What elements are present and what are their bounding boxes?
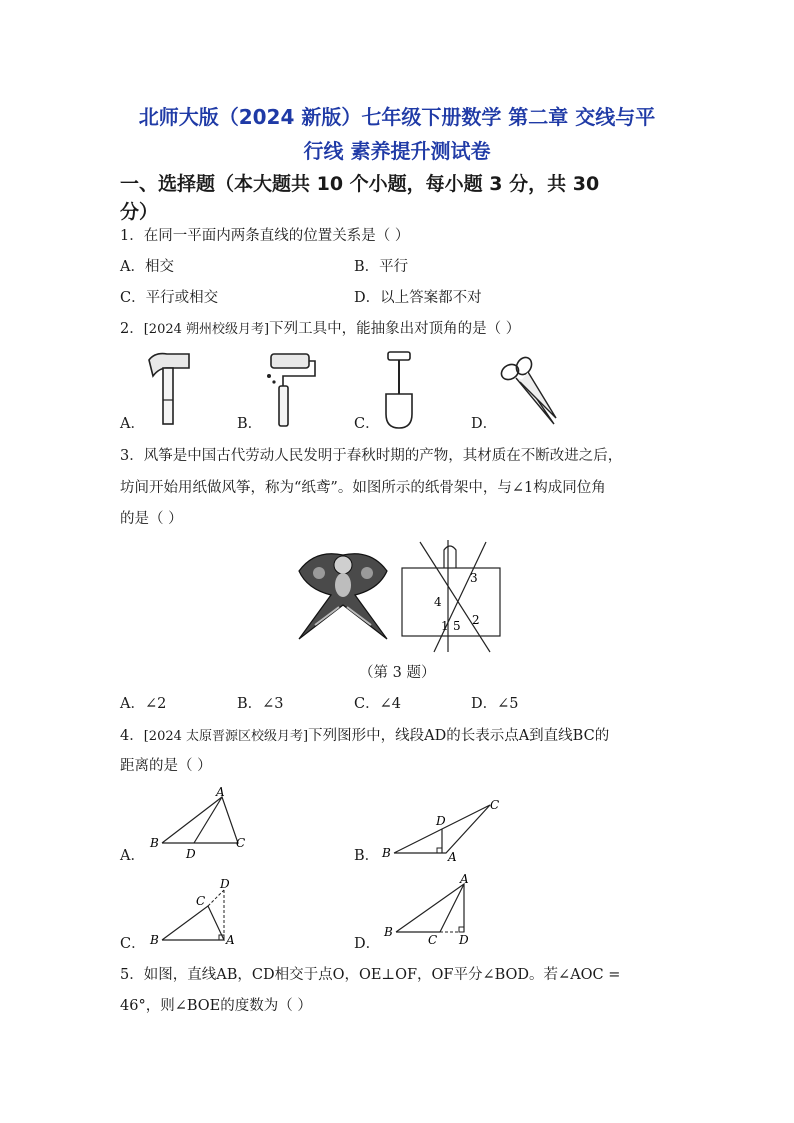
point-b-label: B bbox=[382, 846, 391, 860]
q2-option-d: D． bbox=[471, 416, 498, 432]
title-line-1: 北师大版（2024 新版）七年级下册数学 第二章 交线与平 bbox=[138, 105, 656, 129]
scissors-icon bbox=[498, 358, 560, 428]
q4-figure-b bbox=[380, 795, 510, 865]
page-title bbox=[110, 100, 684, 168]
paint-roller-icon bbox=[263, 352, 319, 430]
section-heading-line-1: 一、选择题（本大题共 10 个小题，每小题 3 分，共 30 bbox=[120, 173, 600, 195]
angle-label-4: 4 bbox=[434, 595, 442, 609]
angle-label-3: 3 bbox=[470, 571, 478, 585]
q3-option-d: D．∠5 bbox=[471, 696, 519, 712]
q3-line-3: 的是（ ） bbox=[120, 511, 183, 527]
q1-stem: 1．在同一平面内两条直线的位置关系是（ ） bbox=[120, 228, 410, 244]
point-a-label: A bbox=[216, 785, 225, 799]
q4-stem-text: 下列图形中，线段AD的长表示点A到直线BC的 bbox=[308, 728, 610, 744]
q3-option-c: C．∠4 bbox=[354, 696, 401, 712]
q1-option-a: A．相交 bbox=[120, 259, 174, 275]
q3-option-a: A．∠2 bbox=[120, 696, 167, 712]
point-d-label: D bbox=[436, 814, 446, 828]
point-c-label: C bbox=[236, 836, 246, 850]
point-d-label: D bbox=[220, 877, 230, 891]
q3-line-2: 坊间开始用纸做风筝，称为“纸鸢”。如图所示的纸骨架中，与∠1构成同位角 bbox=[120, 480, 606, 496]
q4-stem bbox=[120, 726, 609, 747]
point-b-label: B bbox=[384, 925, 393, 939]
kite-image bbox=[295, 545, 390, 641]
angle-label-2: 2 bbox=[472, 613, 480, 627]
q2-option-b: B． bbox=[237, 416, 263, 432]
q4-figure-d bbox=[380, 874, 490, 949]
q1-option-b: B．平行 bbox=[354, 259, 409, 275]
q5-line-1: 5．如图，直线AB，CD相交于点O，OE⊥OF，OF平分∠BOD。若∠AOC = bbox=[120, 967, 621, 983]
q2-source-tag: [2024 朔州校级月考] bbox=[143, 322, 270, 337]
q4-source-tag: [2024 太原晋源区校级月考] bbox=[143, 729, 309, 744]
point-c-label: C bbox=[428, 933, 438, 947]
q4-number: 4． bbox=[120, 728, 144, 744]
angle-label-5: 5 bbox=[453, 619, 461, 633]
point-c-label: C bbox=[490, 798, 500, 812]
q4-line-2: 距离的是（ ） bbox=[120, 758, 212, 774]
point-a-label: A bbox=[448, 850, 457, 864]
angle-label-1: 1 bbox=[441, 619, 449, 633]
q4-option-b: B． bbox=[354, 848, 380, 864]
q4-option-d: D． bbox=[354, 936, 381, 952]
q3-line-1: 3．风筝是中国古代劳动人民发明于春秋时期的产物，其材质在不断改进之后， bbox=[120, 448, 623, 464]
q4-option-a: A． bbox=[120, 848, 145, 864]
q4-option-c: C． bbox=[120, 936, 146, 952]
point-a-label: A bbox=[226, 933, 235, 947]
hammer-icon bbox=[145, 350, 195, 430]
q2-option-c: C． bbox=[354, 416, 380, 432]
q4-figure-a bbox=[148, 785, 258, 860]
q2-option-a: A． bbox=[120, 416, 145, 432]
section-heading bbox=[120, 170, 660, 226]
q3-figure-caption: （第 3 题） bbox=[359, 665, 436, 681]
shovel-icon bbox=[382, 350, 418, 432]
point-d-label: D bbox=[459, 933, 469, 947]
q1-option-d: D．以上答案都不对 bbox=[354, 290, 482, 306]
point-b-label: B bbox=[150, 933, 159, 947]
q2-stem-text: 下列工具中，能抽象出对顶角的是（ ） bbox=[269, 321, 521, 337]
section-heading-line-2: 分） bbox=[120, 201, 159, 223]
q5-line-2: 46°，则∠BOE的度数为（ ） bbox=[120, 998, 312, 1014]
q2-number: 2． bbox=[120, 321, 144, 337]
q1-option-c: C．平行或相交 bbox=[120, 290, 219, 306]
q2-stem bbox=[120, 319, 520, 340]
point-a-label: A bbox=[460, 872, 469, 886]
point-d-label: D bbox=[186, 847, 196, 861]
point-c-label: C bbox=[196, 894, 206, 908]
title-line-2: 行线 素养提升测试卷 bbox=[303, 139, 491, 163]
q3-option-b: B．∠3 bbox=[237, 696, 284, 712]
q4-figure-c bbox=[148, 876, 248, 951]
point-b-label: B bbox=[150, 836, 159, 850]
kite-frame-diagram bbox=[400, 540, 505, 652]
